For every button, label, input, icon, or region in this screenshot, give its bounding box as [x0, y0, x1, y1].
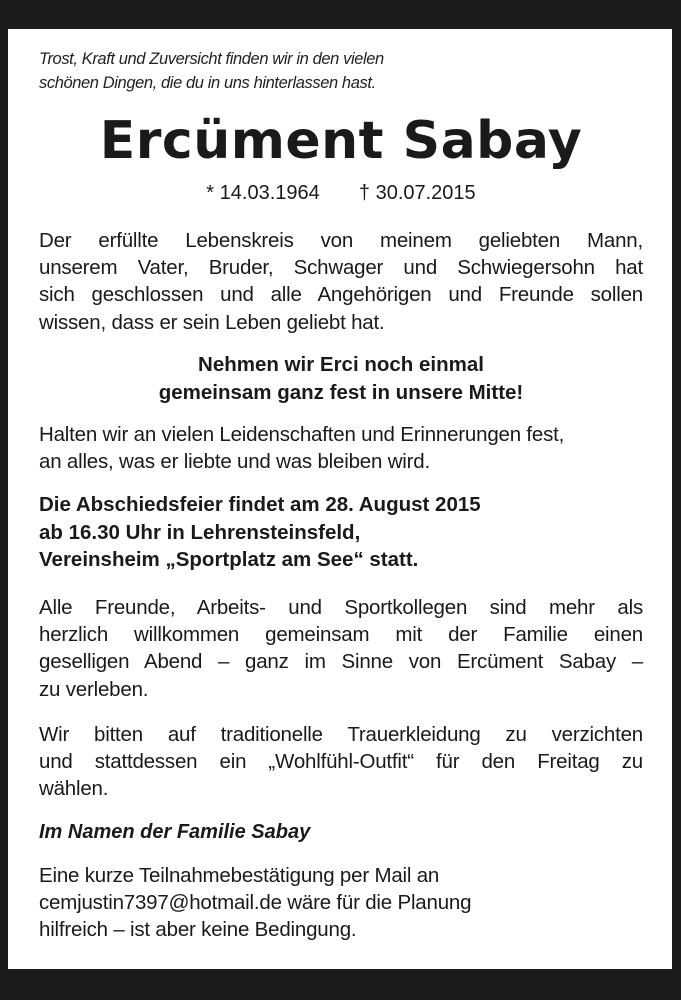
text-line: Wir bitten auf traditionelle Trauerkleidung zu verzichten	[39, 723, 643, 746]
text-line: wissen, dass er sein Leben geliebt hat.	[39, 310, 385, 334]
text-line: und stattdessen ein „Wohlfühl-Outfit“ für den Freitag zu	[39, 750, 643, 774]
intro-quote-line: schönen Dingen, die du in uns hinterlassen hast.	[39, 74, 376, 92]
text-line: gemeinsam ganz fest in unsere Mitte!	[158, 380, 524, 404]
paragraph-rsvp	[39, 862, 643, 944]
text-line: Halten wir an vielen Leidenschaften und Erinnerungen fest,	[39, 423, 565, 446]
birth-date: 14.03.1964	[219, 182, 320, 204]
text-line: Nehmen wir Erci noch einmal	[198, 353, 484, 376]
death-cross-icon: †	[358, 182, 371, 204]
text-line: hilfreich – ist aber keine Bedingung.	[39, 918, 357, 942]
paragraph-dress-code	[39, 721, 643, 803]
intro-quote-line: Trost, Kraft und Zuversicht finden wir in den vielen	[39, 50, 384, 68]
birth-star-icon: *	[206, 182, 215, 204]
text-line: sich geschlossen und alle Angehörigen und Freunde sollen	[39, 283, 643, 307]
deceased-name: Ercüment Sabay	[99, 111, 583, 171]
family-signature: Im Namen der Familie Sabay	[39, 821, 311, 843]
text-line: Alle Freunde, Arbeits- und Sportkollegen sind mehr als	[39, 596, 643, 619]
event-venue-line: Vereinsheim „Sportplatz am See“ statt.	[39, 548, 419, 571]
text-line: herzlich willkommen gemeinsam mit der Familie einen	[39, 623, 643, 647]
death-date: 30.07.2015	[375, 182, 476, 204]
text-line: an alles, was er liebte und was bleiben wird.	[39, 450, 430, 474]
paragraph-life-circle	[39, 227, 643, 336]
text-line: geselligen Abend – ganz im Sinne von Ercüment Sabay –	[39, 650, 643, 674]
paragraph-invitation	[39, 594, 643, 703]
text-line: Eine kurze Teilnahmebestätigung per Mail an	[39, 864, 440, 887]
life-dates	[39, 179, 643, 207]
paragraph-memories	[39, 421, 643, 475]
text-line: wählen.	[39, 777, 109, 801]
event-details	[39, 491, 643, 574]
rsvp-email-line: cemjustin7397@hotmail.de wäre für die Planung	[39, 891, 472, 915]
intro-quote	[39, 47, 643, 95]
event-time-place-line: ab 16.30 Uhr in Lehrensteinsfeld,	[39, 520, 361, 544]
text-line: Der erfüllte Lebenskreis von meinem geliebten Mann,	[39, 229, 643, 252]
highlight-message	[39, 351, 643, 406]
text-line: unserem Vater, Bruder, Schwager und Schwiegersohn hat	[39, 256, 643, 280]
obituary-notice	[8, 29, 672, 969]
event-date-line: Die Abschiedsfeier findet am 28. August 2015	[39, 493, 481, 516]
text-line: zu verleben.	[39, 677, 149, 701]
